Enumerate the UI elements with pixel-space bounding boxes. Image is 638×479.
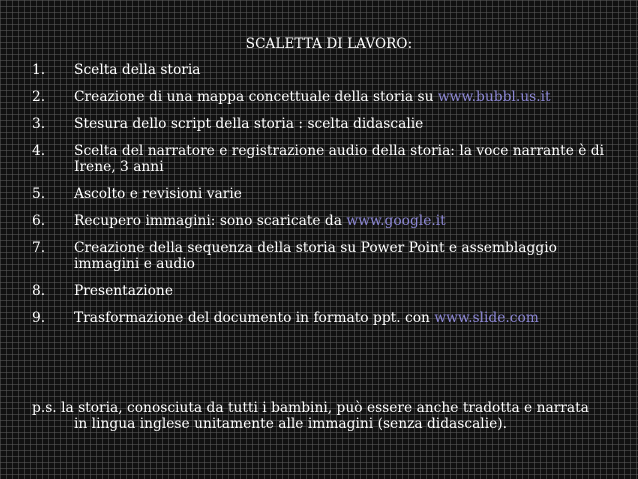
list-item bbox=[32, 310, 612, 326]
item-text bbox=[74, 283, 612, 299]
postscript-note bbox=[32, 400, 612, 432]
item-number: 2. bbox=[32, 89, 46, 105]
item-text bbox=[74, 240, 612, 272]
item-text bbox=[74, 116, 612, 132]
item-number: 1. bbox=[32, 62, 46, 78]
item-text-content: Presentazione bbox=[74, 283, 173, 299]
item-text-content: Ascolto e revisioni varie bbox=[74, 186, 242, 202]
list-item bbox=[32, 89, 612, 105]
list-item bbox=[32, 116, 612, 132]
item-number: 6. bbox=[32, 213, 46, 229]
google-link[interactable]: www.google.it bbox=[346, 213, 446, 229]
list-item bbox=[32, 213, 612, 229]
list-item bbox=[32, 283, 612, 299]
item-text-content: Creazione di una mappa concettuale della storia su bbox=[74, 89, 438, 105]
item-text bbox=[74, 310, 612, 326]
item-text bbox=[74, 143, 612, 175]
item-number: 9. bbox=[32, 310, 46, 326]
item-text bbox=[74, 62, 612, 78]
item-text bbox=[74, 186, 612, 202]
item-number: 7. bbox=[32, 240, 46, 256]
item-number: 3. bbox=[32, 116, 46, 132]
list-item bbox=[32, 62, 612, 78]
list-item bbox=[32, 240, 612, 272]
list-item bbox=[32, 143, 612, 175]
slide-title: SCALETTA DI LAVORO: bbox=[245, 36, 413, 52]
item-number: 5. bbox=[32, 186, 46, 202]
item-text-content: Recupero immagini: sono scaricate da bbox=[74, 213, 347, 229]
item-text bbox=[74, 213, 612, 229]
item-text bbox=[74, 89, 612, 105]
postscript-line-1: p.s. la storia, conosciuta da tutti i bambini, può essere anche tradotta e narrata bbox=[32, 400, 589, 416]
list-item bbox=[32, 186, 612, 202]
bubbl-link[interactable]: www.bubbl.us.it bbox=[437, 89, 551, 105]
work-steps-list bbox=[32, 62, 612, 337]
slide-link[interactable]: www.slide.com bbox=[434, 310, 539, 326]
item-text-content: Creazione della sequenza della storia su Power Point e assemblaggio immagini e audio bbox=[74, 240, 557, 272]
item-text-content: Scelta della storia bbox=[74, 62, 201, 78]
postscript-line-2: in lingua inglese unitamente alle immagini (senza didascalie). bbox=[74, 416, 508, 432]
item-text-content: Trasformazione del documento in formato ppt. con bbox=[74, 310, 435, 326]
item-number: 4. bbox=[32, 143, 46, 159]
item-text-content: Scelta del narratore e registrazione audio della storia: la voce narrante è di Irene, 3 anni bbox=[74, 143, 605, 175]
item-text-content: Stesura dello script della storia : scelta didascalie bbox=[74, 116, 424, 132]
item-number: 8. bbox=[32, 283, 46, 299]
